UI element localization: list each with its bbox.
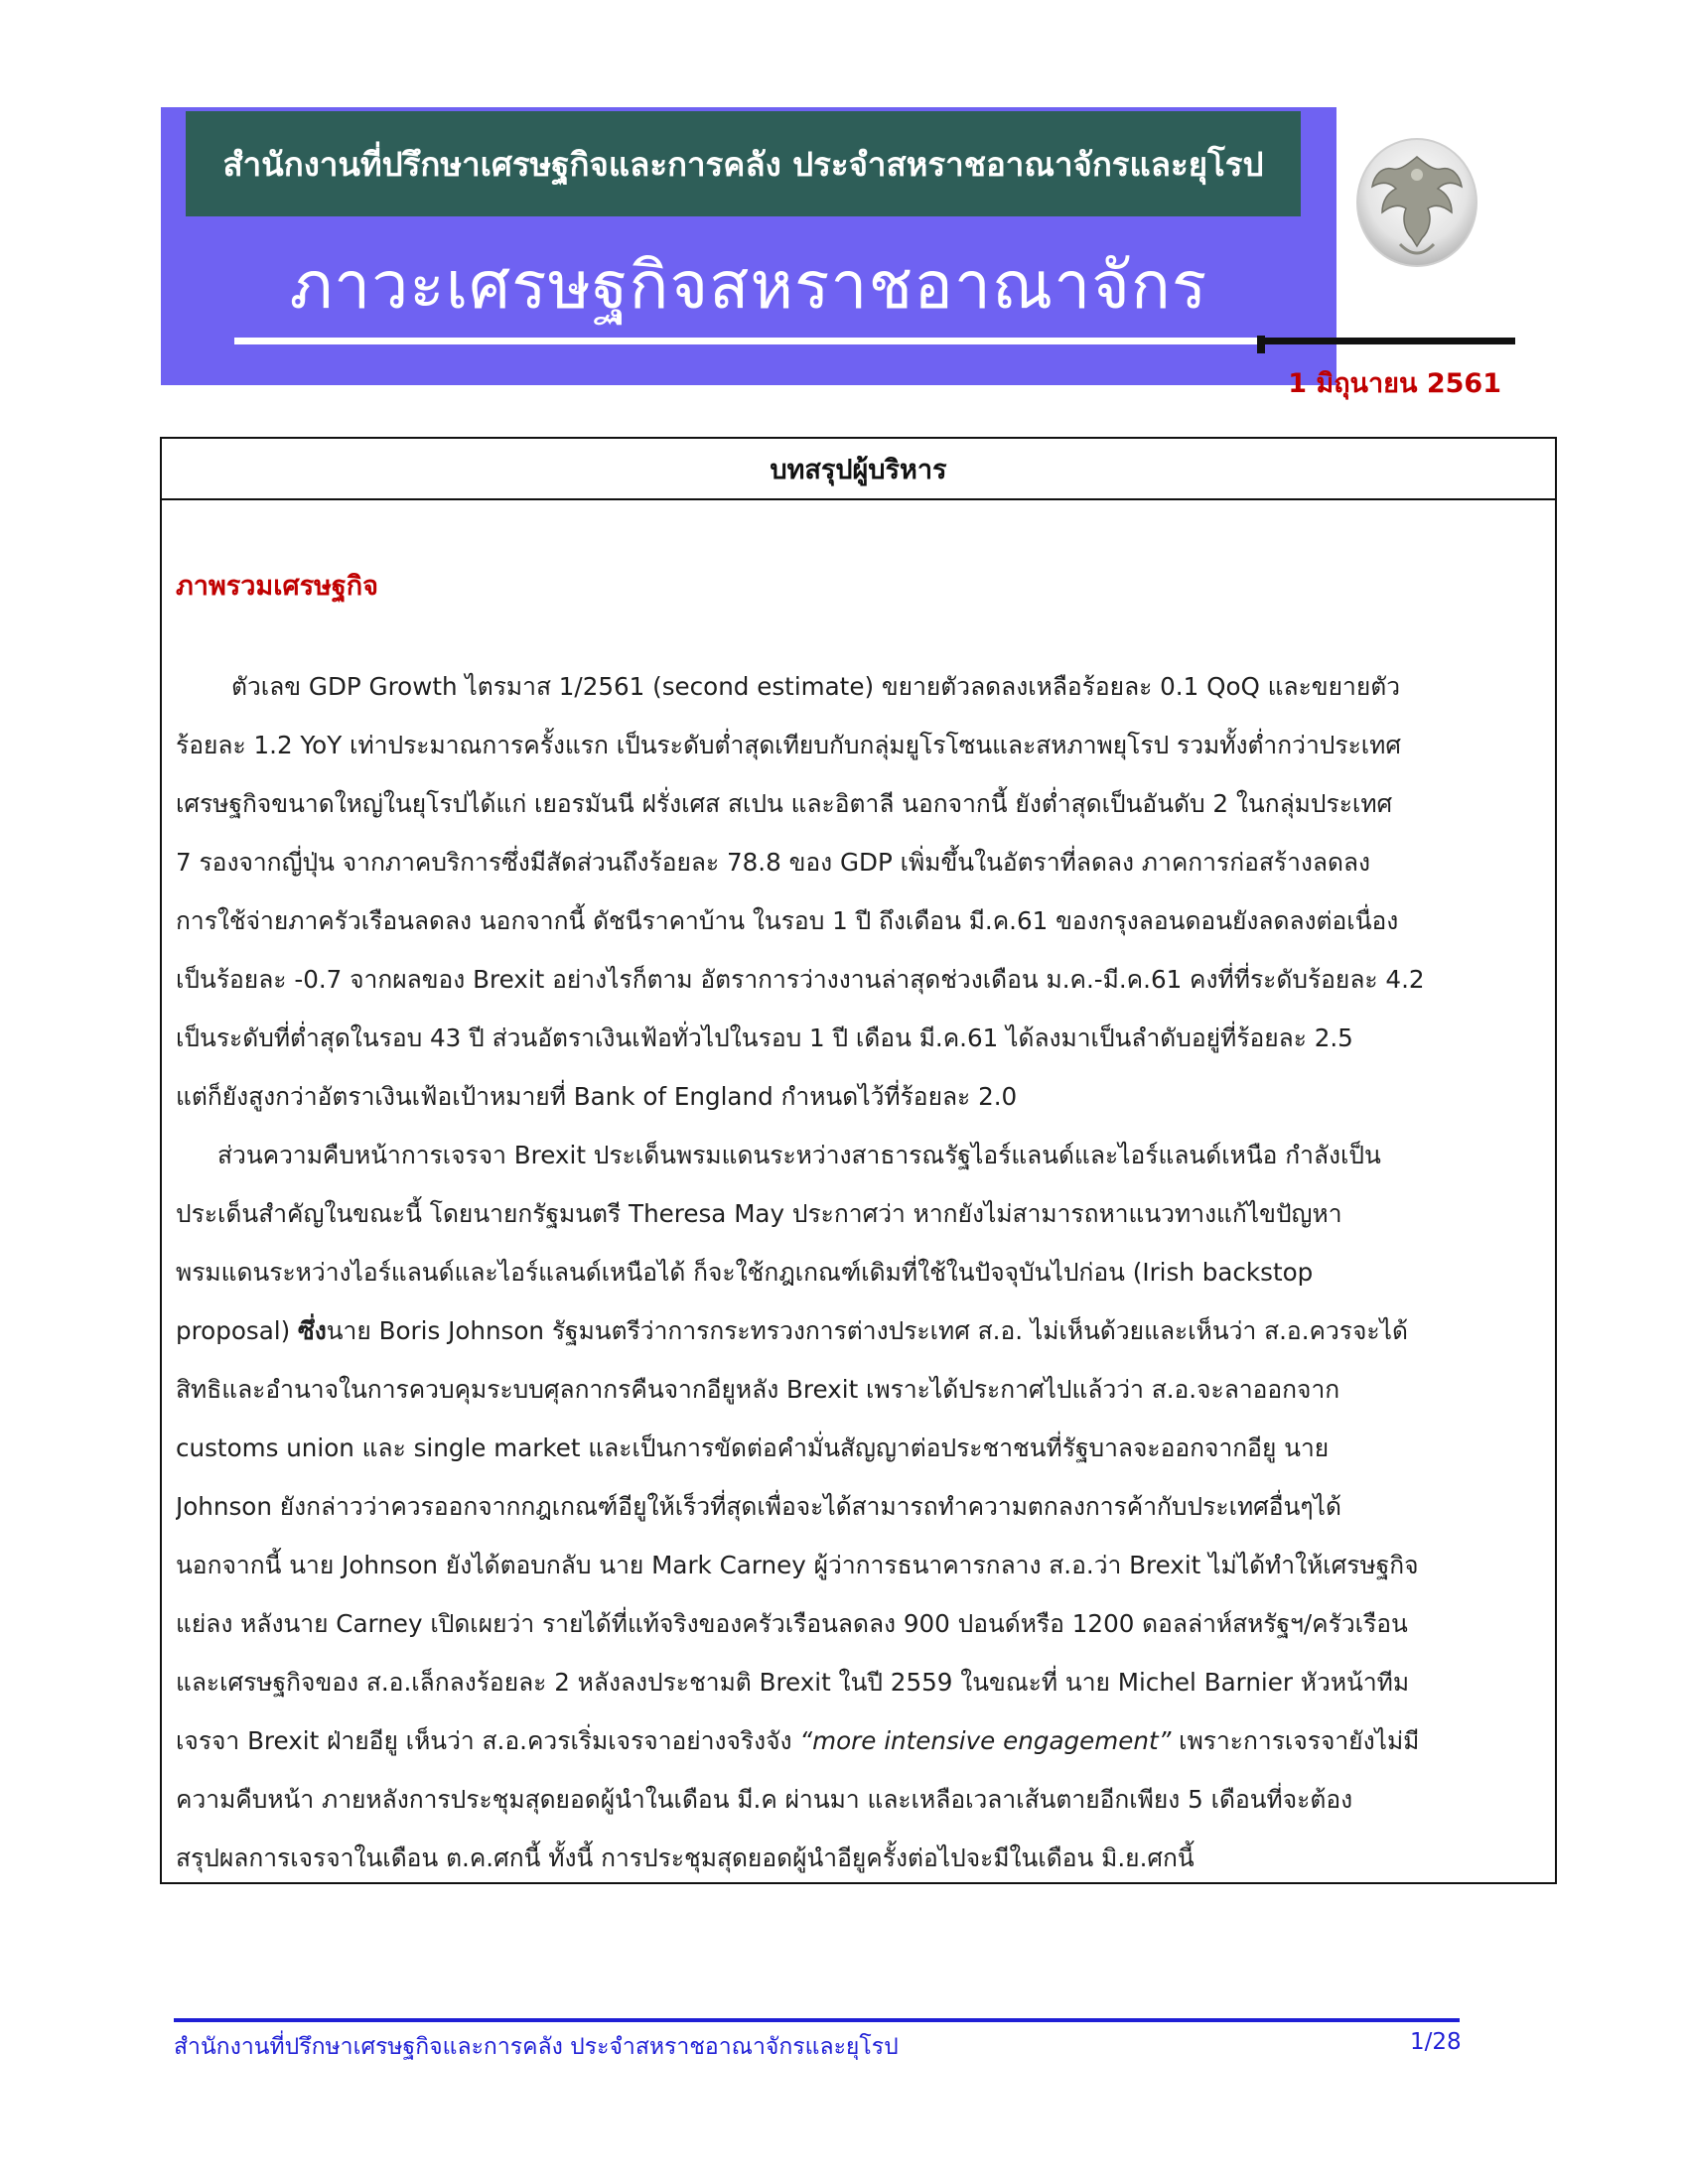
paragraph-line: 7 รองจากญี่ปุ่น จากภาคบริการซึ่งมีสัดส่วนถึงร้อยละ 78.8 ของ GDP เพิ่มขึ้นในอัตราที่ลดลง ภาคการก่อสร้างลดลง: [176, 848, 1371, 877]
paragraph-line: แต่ก็ยังสูงกว่าอัตราเงินเฟ้อเป้าหมายที่ Bank of England กำหนดไว้ที่ร้อยละ 2.0: [176, 1082, 1018, 1111]
paragraph-line: แย่ลง หลังนาย Carney เปิดเผยว่า รายได้ที่แท้จริงของครัวเรือนลดลง 900 ปอนด์หรือ 1200 ดอลล่าห์สหรัฐฯ/ครัวเรือน: [176, 1609, 1408, 1638]
footer-rule: [174, 2018, 1460, 2022]
office-name: สำนักงานที่ปรึกษาเศรษฐกิจและการคลัง ประจำสหราชอาณาจักรและยุโรป: [222, 144, 1264, 184]
paragraph-line: นอกจากนี้ นาย Johnson ยังได้ตอบกลับ นาย Mark Carney ผู้ว่าการธนาคารกลาง ส.อ.ว่า Brexit ไม่ได้ทำให้เศรษฐกิจ: [176, 1551, 1419, 1579]
page-title: ภาวะเศรษฐกิจสหราชอาณาจักร: [289, 246, 1208, 324]
title-rule-right: [1257, 338, 1515, 344]
paragraph-line-engagement: [176, 1711, 1538, 1770]
paragraph-line: Johnson ยังกล่าวว่าควรออกจากกฎเกณฑ์อียูให้เร็วที่สุดเพื่อจะได้สามารถทำความตกลงการค้ากับประเทศอื่นๆได้: [176, 1492, 1341, 1521]
paragraph-line: สรุปผลการเจรจาในเดือน ต.ค.ศกนี้ ทั้งนี้ การประชุมสุดยอดผู้นำอียูครั้งต่อไปจะมีในเดือน มิ.ย.ศกนี้: [176, 1843, 1195, 1872]
footer-office-name: สำนักงานที่ปรึกษาเศรษฐกิจและการคลัง ประจำสหราชอาณาจักรและยุโรป: [174, 2034, 899, 2060]
text-segment: เจรจา Brexit ฝ่ายอียู เห็นว่า ส.อ.ควรเริ่มเจรจาอย่างจริงจัง: [176, 1726, 800, 1755]
paragraph-line: การใช้จ่ายภาครัวเรือนลดลง นอกจากนี้ ดัชนีราคาบ้าน ในรอบ 1 ปี ถึงเดือน มี.ค.61 ของกรุงลอนดอนยังลดลงต่อเนื่อง: [176, 906, 1399, 935]
paragraph-line: ร้อยละ 1.2 YoY เท่าประมาณการครั้งแรก เป็นระดับต่ำสุดเทียบกับกลุ่มยูโรโซนและสหภาพยุโรป รวมทั้งต่ำกว่าประเทศ: [176, 731, 1402, 759]
paragraph-line: customs union และ single market และเป็นการขัดต่อคำมั่นสัญญาต่อประชาชนที่รัฐบาลจะออกจากอียู นาย: [176, 1433, 1330, 1462]
text-segment: นาย Boris Johnson รัฐมนตรีว่าการกระทรวงการต่างประเทศ ส.อ. ไม่เห็นด้วยและเห็นว่า ส.อ.ควรจะได้: [326, 1316, 1408, 1345]
italic-quote: “more intensive engagement”: [799, 1726, 1172, 1755]
paragraph-line: ตัวเลข GDP Growth ไตรมาส 1/2561 (second estimate) ขยายตัวลดลงเหลือร้อยละ 0.1 QoQ และขยายตัว: [231, 672, 1401, 701]
garuda-emblem-icon: [1352, 135, 1481, 279]
text-segment: เพราะการเจรจายังไม่มี: [1171, 1726, 1420, 1755]
paragraph-line: ประเด็นสำคัญในขณะนี้ โดยนายกรัฐมนตรี Theresa May ประกาศว่า หากยังไม่สามารถหาแนวทางแก้ไขปัญหา: [176, 1199, 1342, 1228]
executive-summary-box: [160, 437, 1557, 1884]
office-name-bar: [186, 111, 1301, 216]
paragraph-line: เศรษฐกิจขนาดใหญ่ในยุโรปได้แก่ เยอรมันนี ฝรั่งเศส สเปน และอิตาลี นอกจากนี้ ยังต่ำสุดเป็นอันดับ 2 ในกลุ่มประเทศ: [176, 789, 1393, 818]
page-number: 1/28: [1410, 2029, 1462, 2055]
paragraph-economy-overview: [176, 657, 1538, 1126]
paragraph-line: เป็นร้อยละ -0.7 จากผลของ Brexit อย่างไรก็ตาม อัตราการว่างงานล่าสุดช่วงเดือน ม.ค.-มี.ค.61 คงที่ที่ระดับร้อยละ 4.2: [176, 965, 1425, 994]
title-rule-tick: [1257, 336, 1265, 353]
box-heading: บทสรุปผู้บริหาร: [162, 439, 1555, 500]
title-underline: [234, 338, 1257, 344]
section-title: ภาพรวมเศรษฐกิจ: [176, 571, 378, 602]
bold-segment: ซึ่ง: [298, 1316, 327, 1345]
paragraph-line-proposal: [176, 1301, 1538, 1360]
text-segment: proposal): [176, 1316, 299, 1345]
report-date: 1 มิถุนายน 2561: [1288, 368, 1501, 399]
paragraph-line: เป็นระดับที่ต่ำสุดในรอบ 43 ปี ส่วนอัตราเงินเฟ้อทั่วไปในรอบ 1 ปี เดือน มี.ค.61 ได้ลงมาเป็นลำดับอยู่ที่ร้อยละ 2.5: [176, 1024, 1353, 1052]
paragraph-line: พรมแดนระหว่างไอร์แลนด์และไอร์แลนด์เหนือได้ ก็จะใช้กฎเกณฑ์เดิมที่ใช้ในปัจจุบันไปก่อน (Irish backstop: [176, 1258, 1314, 1287]
paragraph-line: สิทธิและอำนาจในการควบคุมระบบศุลกากรคืนจากอียูหลัง Brexit เพราะได้ประกาศไปแล้วว่า ส.อ.จะลาออกจาก: [176, 1375, 1340, 1404]
paragraph-brexit-negotiation: [176, 1126, 1538, 1887]
paragraph-line: และเศรษฐกิจของ ส.อ.เล็กลงร้อยละ 2 หลังลงประชามติ Brexit ในปี 2559 ในขณะที่ นาย Michel Barnier หัวหน้าทีม: [176, 1668, 1410, 1697]
paragraph-line: ส่วนความคืบหน้าการเจรจา Brexit ประเด็นพรมแดนระหว่างสาธารณรัฐไอร์แลนด์และไอร์แลนด์เหนือ กำลังเป็น: [217, 1141, 1381, 1169]
paragraph-line: ความคืบหน้า ภายหลังการประชุมสุดยอดผู้นำในเดือน มี.ค ผ่านมา และเหลือเวลาเส้นตายอีกเพียง 5 เดือนที่จะต้อง: [176, 1785, 1353, 1814]
